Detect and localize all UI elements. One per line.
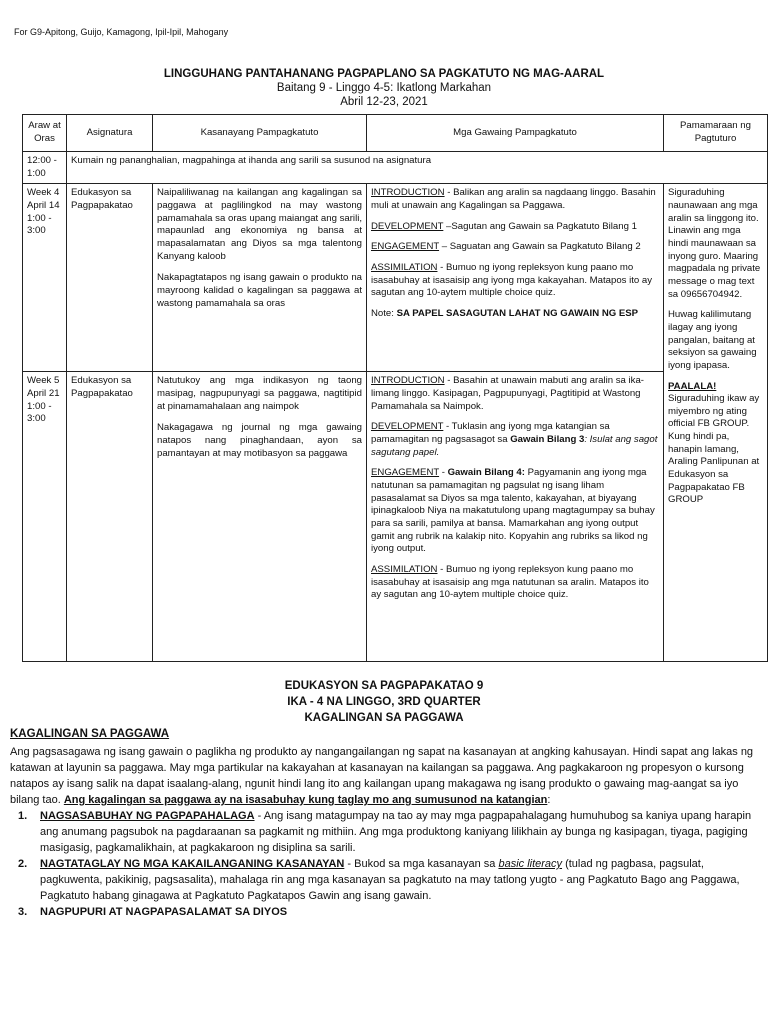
item-text: - Bukod sa mga kasanayan sa (344, 858, 499, 870)
week5-intro-label: INTRODUCTION (371, 375, 445, 387)
week4-araw: Week 4 April 14 1:00 - 3:00 (23, 184, 67, 372)
item-title: NAGSASABUHAY NG PAGPAPAHALAGA (40, 810, 255, 822)
week5-araw: Week 5 April 21 1:00 - 3:00 (23, 372, 67, 662)
weekly-plan-table (22, 114, 768, 662)
week4-dev-label: DEVELOPMENT (371, 220, 444, 232)
item-text-2: (tulad ng pagbasa, pagsulat, pagkuwenta, pakikinig, pagsasalita), mahalaga rin ang mga kasanayan sa pagkatuto na may tatlong yugto - ang Pagkatuto Bago ang Paggawa, Pagkatuto habang ginagawa at Pagkatuto Pagkatapos Gawin ang isang gawain. (40, 858, 740, 902)
week4-intro-label: INTRODUCTION (371, 187, 445, 199)
week5-eng-bilang: Gawain Bilang 4: (447, 467, 525, 479)
week5-dev-text: - Tuklasin ang iyong mga katangian sa pamamagitan ng pagsasagot sa (371, 421, 610, 445)
week4-intro-text: - Balikan ang aralin sa nagdaang linggo. Basahin muli at unawain ang Kagalingan sa Paggawa. (371, 187, 656, 211)
paalala-label: PAALALA! (668, 380, 717, 392)
header-pamamaraan: Pamamaraan ng Pagtuturo (664, 115, 768, 152)
table-row-week5 (23, 372, 768, 662)
list-item (10, 808, 758, 856)
document-date: Abril 12-23, 2021 (340, 96, 428, 108)
table-row-lunch (23, 152, 768, 184)
item-italic: basic literacy (498, 858, 563, 870)
item-title: NAGTATAGLAY NG MGA KAKAILANGANING KASANAYAN (40, 858, 345, 870)
week5-kasanayan-1: Natutukoy ang mga indikasyon ng taong masipag, nagpupunyagi sa paggawa, nagtitipid at pinamamahalaan ang naimpok (157, 375, 362, 412)
week5-kasanayan (153, 372, 367, 662)
class-sections-line: For G9-Apitong, Guijo, Kamagong, Ipil-Ipil, Mahogany (14, 27, 229, 37)
week5-eng-sep: - (439, 467, 448, 479)
header-gawain: Mga Gawaing Pampagkatuto (367, 115, 664, 152)
week5-dev-bilang: Gawain Bilang 3 (510, 433, 585, 445)
section-title-3: KAGALINGAN SA PAGGAWA (304, 712, 464, 724)
item-title: NAGPUPURI AT NAGPAPASALAMAT SA DIYOS (40, 906, 288, 918)
pamamaraan-p2: Huwag kalilimutang ilagay ang iyong pangalan, baitang at seksiyon sa gawaing iyong ipapasa. (668, 309, 757, 371)
week5-intro-text: - Basahin at unawain mabuti ang aralin sa ika-limang linggo. Kasipagan, Pagpupunyagi, Pagtitipid at Wastong Pamamahala sa Naimpok. (371, 375, 644, 412)
week4-dev-text: –Sagutan ang Gawain sa Pagkatuto Bilang 1 (443, 220, 637, 232)
week4-kasanayan-1: Naipaliliwanag na kailangan ang kagalingan sa paggawa at paglilingkod na may wastong pamamahala sa oras upang maiangat ang sarili, mapaunlad ang ekonomiya ng bansa at mapasalamatan ang Diyos sa mga talentong Kanyang kaloob (157, 187, 362, 262)
week4-note-label: Note: (371, 307, 397, 319)
lunch-text: Kumain ng pananghalian, magpahinga at ihanda ang sarili sa susunod na asignatura (67, 152, 768, 184)
header-araw: Araw at Oras (23, 115, 67, 152)
pamamaraan-p1: Siguraduhing naunawaan ang mga aralin sa linggong ito. Linawin ang mga hindi maunawaan sa inyong guro. Maaring magpadala ng private message o mag text sa 09656704942. (668, 187, 761, 300)
lesson-intro-bold: Ang kagalingan sa paggawa ay na isasabuhay kung taglay mo ang sumusunod na katangian (63, 794, 548, 806)
lesson-intro-text: Ang pagsasagawa ng isang gawain o paglikha ng produkto ay nangangailangan ng sapat na kasanayan at angking kahusayan. Hindi sapat ang lakas ng katawan at layunin sa paggawa. May mga partikular na kakayahan at kasanayan na kailangan sa paggawa. Ang pagkakaroon ng propesyon o kursong natapos ay isang salik na dapat isaalang-alang, ngunit hindi lang ito ang kailangan upang makagawa ng isang produkto o gawaing mag-aangat sa iyo bilang tao. (10, 746, 754, 806)
week5-kasanayan-2: Nakagagawa ng journal ng mga gawaing natapos nang pinaghandaan, ayon sa pamantayan at may motibasyon sa paggawa (157, 422, 362, 459)
lesson-heading: KAGALINGAN SA PAGGAWA (10, 728, 170, 740)
pamamaraan-cell (664, 184, 768, 662)
week5-assim-label: ASSIMILATION (371, 563, 438, 575)
qualities-list (10, 808, 758, 920)
week5-asignatura: Edukasyon sa Pagpapakatao (67, 372, 153, 662)
pamamaraan-p3: Siguraduhing ikaw ay miyembro ng ating official FB GROUP. Kung hindi pa, hanapin lamang, Araling Panlipunan at Edukasyon sa Pagpapakatao FB GROUP (668, 393, 760, 506)
week5-dev-label: DEVELOPMENT (371, 421, 444, 433)
week5-gawain (367, 372, 664, 662)
week4-note-text: SA PAPEL SASAGUTAN LAHAT NG GAWAIN NG ESP (396, 307, 639, 319)
week5-eng-label: ENGAGEMENT (371, 467, 440, 479)
header-asignatura: Asignatura (67, 115, 153, 152)
week4-assim-label: ASSIMILATION (371, 261, 438, 273)
section-title-2: IKA - 4 NA LINGGO, 3RD QUARTER (287, 696, 481, 708)
week5-assim-text: - Bumuo ng iyong repleksyon kung paano mo isasabuhay at isasaisip ang mga natutunan sa aralin. Matapos ito ay sagutan ang 10-aytem multiple choice quiz. (371, 563, 649, 601)
item-number: 1. (18, 810, 28, 822)
week5-eng-text: Pagyamanin ang iyong mga natutunan sa pamamagitan ng pagsulat ng isang liham pasasalamat sa Diyos sa mga talento, kakayahan, at biyayang ipinagkaloob Niya na makatutulong upang magtagumpay sa buhay para sa sarili, pamilya at bansa. Mamarkahan ang iyong output gamit ang rubrik na kalakip nito. Kopyahin ang rubriks sa likod ng iyong output. (371, 467, 655, 555)
week5-dev-italic: : Isulat ang sagot sagutang papel. (371, 433, 658, 458)
document-title: LINGGUHANG PANTAHANANG PAGPAPLANO SA PAGKATUTO NG MAG-AARAL (163, 68, 605, 80)
document-subtitle: Baitang 9 - Linggo 4-5: Ikatlong Markahan (276, 82, 492, 94)
week4-asignatura: Edukasyon sa Pagpapakatao (67, 184, 153, 372)
week4-assim-text: - Bumuo ng iyong repleksyon kung paano mo isasabuhay at isasaisip ang iyong mga kakayahan. Matapos ito ay sagutan ang 10-aytem multiple choice quiz. (371, 261, 653, 299)
item-number: 3. (18, 906, 28, 918)
week4-eng-text: – Saguatan ang Gawain sa Pagkatuto Bilang 2 (439, 241, 641, 253)
header-kasanayan: Kasanayang Pampagkatuto (153, 115, 367, 152)
week4-kasanayan (153, 184, 367, 372)
section-title-1: EDUKASYON SA PAGPAPAKATAO 9 (284, 680, 484, 692)
table-header-row (23, 115, 768, 152)
list-item (10, 856, 758, 904)
lesson-body (10, 726, 758, 920)
table-row-week4 (23, 184, 768, 372)
week4-gawain (367, 184, 664, 372)
week4-eng-label: ENGAGEMENT (371, 241, 440, 253)
lesson-intro (10, 744, 758, 808)
week4-kasanayan-2: Nakapagtatapos ng isang gawain o produkto na mayroong kalidad o kagalingan sa paggawa at wastong pamamahala sa oras (157, 272, 362, 309)
lunch-time: 12:00 - 1:00 (23, 152, 67, 184)
item-number: 2. (18, 858, 28, 870)
lesson-intro-end: : (547, 794, 551, 806)
list-item (10, 904, 758, 920)
item-text: - Ang isang matagumpay na tao ay may mga pagpapahalagang humuhubog sa kaniya upang harapin ang anumang pagsubok na pagdaraanan sa pagkamit ng mithiin. Ang mga produktong kaniyang lilikhain ay bunga ng kasipagan, tiyaga, pagiging masigasig, pagkamalikhain, at pagkakaroon ng disiplina sa sarili. (40, 810, 752, 854)
